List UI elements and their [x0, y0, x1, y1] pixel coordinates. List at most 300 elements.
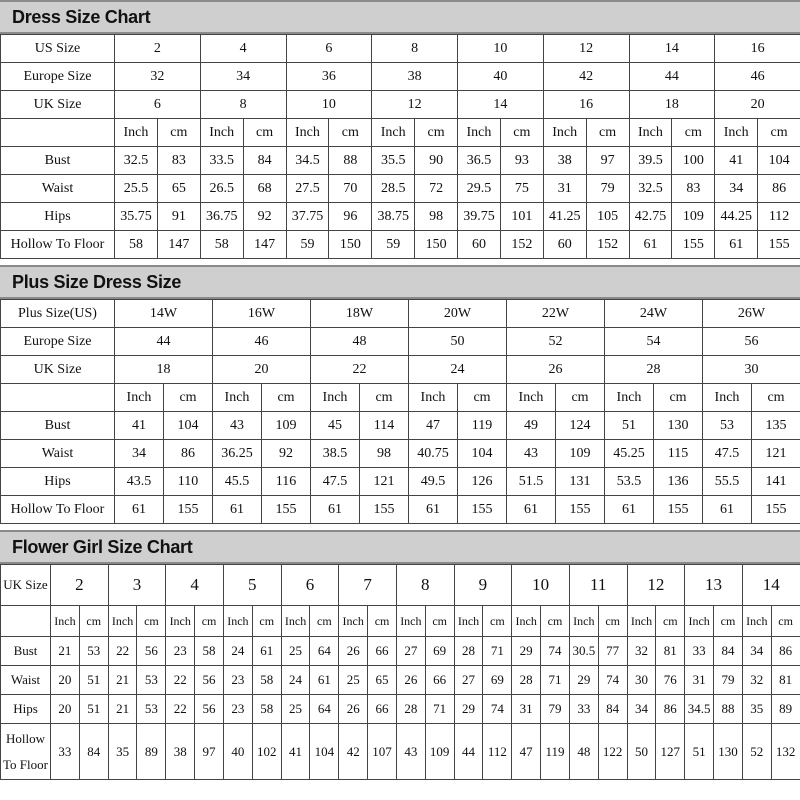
measure-value: 56 — [195, 666, 224, 695]
measure-value: 47 — [409, 412, 458, 440]
measure-value: 34.5 — [685, 695, 714, 724]
measure-value: 66 — [368, 637, 397, 666]
size-value: 44 — [629, 63, 715, 91]
table-row — [1, 231, 800, 259]
measure-value: 102 — [252, 724, 281, 780]
dress-size-table — [0, 34, 800, 259]
measure-value: 40.75 — [409, 440, 458, 468]
size-value: 14W — [115, 300, 213, 328]
unit-inch: Inch — [507, 384, 556, 412]
measure-value: 84 — [243, 147, 286, 175]
unit-cm: cm — [310, 606, 339, 637]
table-row — [1, 496, 800, 524]
size-value: 18W — [311, 300, 409, 328]
unit-inch: Inch — [51, 606, 80, 637]
measure-value: 45.5 — [213, 468, 262, 496]
unit-inch: Inch — [286, 119, 329, 147]
measure-value: 25.5 — [115, 175, 158, 203]
measure-value: 44.25 — [715, 203, 758, 231]
unit-inch: Inch — [166, 606, 195, 637]
unit-cm: cm — [556, 384, 605, 412]
size-value: 16 — [543, 91, 629, 119]
size-row-label: UK Size — [1, 91, 115, 119]
unit-cm: cm — [483, 606, 512, 637]
measure-value: 84 — [79, 724, 108, 780]
measure-value: 141 — [752, 468, 800, 496]
measure-value: 28 — [396, 695, 425, 724]
measure-value: 81 — [656, 637, 685, 666]
size-value: 26 — [507, 356, 605, 384]
unit-inch: Inch — [213, 384, 262, 412]
unit-cm: cm — [79, 606, 108, 637]
measure-label: Hollow To Floor — [1, 724, 51, 780]
size-value: 18 — [629, 91, 715, 119]
measure-value: 69 — [425, 637, 454, 666]
measure-value: 86 — [164, 440, 213, 468]
size-value: 42 — [543, 63, 629, 91]
measure-value: 56 — [195, 695, 224, 724]
unit-cm: cm — [586, 119, 629, 147]
size-row — [1, 35, 800, 63]
measure-value: 33.5 — [200, 147, 243, 175]
measure-value: 64 — [310, 695, 339, 724]
measure-value: 109 — [672, 203, 715, 231]
unit-row — [1, 606, 800, 637]
unit-cm: cm — [541, 606, 570, 637]
measure-value: 39.75 — [458, 203, 501, 231]
unit-cm: cm — [500, 119, 543, 147]
measure-value: 58 — [195, 637, 224, 666]
measure-value: 38.5 — [311, 440, 360, 468]
measure-value: 61 — [252, 637, 281, 666]
measure-value: 26 — [339, 637, 368, 666]
unit-inch: Inch — [311, 384, 360, 412]
measure-value: 98 — [360, 440, 409, 468]
measure-value: 24 — [281, 666, 310, 695]
unit-inch: Inch — [108, 606, 137, 637]
measure-value: 31 — [512, 695, 541, 724]
measure-value: 61 — [715, 231, 758, 259]
measure-value: 104 — [164, 412, 213, 440]
measure-value: 114 — [360, 412, 409, 440]
measure-value: 155 — [758, 231, 800, 259]
measure-value: 34 — [115, 440, 164, 468]
unit-inch: Inch — [627, 606, 656, 637]
measure-value: 38 — [543, 147, 586, 175]
measure-value: 132 — [771, 724, 800, 780]
measure-value: 23 — [166, 637, 195, 666]
size-value: 56 — [703, 328, 800, 356]
measure-value: 22 — [166, 695, 195, 724]
measure-value: 116 — [262, 468, 311, 496]
size-row-label: Plus Size(US) — [1, 300, 115, 328]
unit-inch: Inch — [409, 384, 458, 412]
unit-cm: cm — [157, 119, 200, 147]
plus-size-table — [0, 299, 800, 524]
unit-inch: Inch — [569, 606, 598, 637]
unit-cm: cm — [654, 384, 703, 412]
size-value: 26W — [703, 300, 800, 328]
measure-value: 30.5 — [569, 637, 598, 666]
size-value: 32 — [115, 63, 201, 91]
measure-value: 29 — [569, 666, 598, 695]
size-value: 14 — [742, 565, 800, 606]
measure-value: 61 — [605, 496, 654, 524]
measure-value: 127 — [656, 724, 685, 780]
unit-row-label — [1, 384, 115, 412]
size-value: 4 — [166, 565, 224, 606]
unit-row — [1, 384, 800, 412]
measure-value: 43 — [507, 440, 556, 468]
size-value: 22 — [311, 356, 409, 384]
measure-value: 47.5 — [703, 440, 752, 468]
measure-value: 53 — [703, 412, 752, 440]
size-value: 50 — [409, 328, 507, 356]
measure-value: 112 — [483, 724, 512, 780]
measure-value: 59 — [286, 231, 329, 259]
size-value: 13 — [685, 565, 743, 606]
measure-value: 34 — [742, 637, 771, 666]
measure-value: 36.75 — [200, 203, 243, 231]
measure-value: 34 — [627, 695, 656, 724]
table-row — [1, 203, 800, 231]
measure-value: 71 — [483, 637, 512, 666]
measure-value: 53 — [137, 666, 166, 695]
measure-value: 61 — [629, 231, 672, 259]
measure-value: 32.5 — [115, 147, 158, 175]
measure-value: 86 — [771, 637, 800, 666]
measure-value: 43 — [396, 724, 425, 780]
measure-value: 115 — [654, 440, 703, 468]
measure-value: 89 — [771, 695, 800, 724]
measure-value: 92 — [243, 203, 286, 231]
measure-value: 147 — [157, 231, 200, 259]
measure-value: 21 — [108, 666, 137, 695]
table-row — [1, 666, 800, 695]
measure-label: Waist — [1, 666, 51, 695]
unit-cm: cm — [164, 384, 213, 412]
measure-value: 79 — [586, 175, 629, 203]
unit-inch: Inch — [605, 384, 654, 412]
measure-value: 38 — [166, 724, 195, 780]
unit-cm: cm — [368, 606, 397, 637]
unit-cm: cm — [656, 606, 685, 637]
size-value: 52 — [507, 328, 605, 356]
size-value: 44 — [115, 328, 213, 356]
unit-inch: Inch — [281, 606, 310, 637]
measure-value: 91 — [157, 203, 200, 231]
measure-value: 39.5 — [629, 147, 672, 175]
measure-value: 122 — [598, 724, 627, 780]
measure-value: 36.25 — [213, 440, 262, 468]
measure-value: 24 — [223, 637, 252, 666]
unit-inch: Inch — [115, 384, 164, 412]
size-value: 14 — [458, 91, 544, 119]
unit-inch: Inch — [339, 606, 368, 637]
unit-inch: Inch — [715, 119, 758, 147]
table-row — [1, 724, 800, 780]
size-row — [1, 91, 800, 119]
measure-value: 93 — [500, 147, 543, 175]
size-value: 20W — [409, 300, 507, 328]
measure-value: 150 — [329, 231, 372, 259]
measure-value: 61 — [115, 496, 164, 524]
measure-label: Hips — [1, 203, 115, 231]
measure-value: 32.5 — [629, 175, 672, 203]
table-row — [1, 468, 800, 496]
measure-value: 58 — [252, 666, 281, 695]
measure-value: 84 — [598, 695, 627, 724]
measure-value: 79 — [541, 695, 570, 724]
unit-inch: Inch — [629, 119, 672, 147]
measure-value: 49 — [507, 412, 556, 440]
measure-value: 65 — [368, 666, 397, 695]
size-value: 18 — [115, 356, 213, 384]
measure-value: 155 — [360, 496, 409, 524]
measure-value: 44 — [454, 724, 483, 780]
measure-value: 26.5 — [200, 175, 243, 203]
measure-value: 35 — [108, 724, 137, 780]
measure-value: 83 — [672, 175, 715, 203]
size-value: 12 — [627, 565, 685, 606]
size-value: 24W — [605, 300, 703, 328]
measure-value: 74 — [541, 637, 570, 666]
measure-value: 48 — [569, 724, 598, 780]
measure-value: 61 — [409, 496, 458, 524]
measure-value: 47 — [512, 724, 541, 780]
size-value: 10 — [458, 35, 544, 63]
measure-value: 58 — [115, 231, 158, 259]
measure-value: 42.75 — [629, 203, 672, 231]
measure-value: 155 — [164, 496, 213, 524]
measure-value: 20 — [51, 666, 80, 695]
measure-value: 60 — [458, 231, 501, 259]
unit-cm: cm — [360, 384, 409, 412]
size-row — [1, 356, 800, 384]
measure-value: 155 — [654, 496, 703, 524]
measure-value: 53 — [79, 637, 108, 666]
measure-value: 90 — [415, 147, 458, 175]
size-value: 16 — [715, 35, 800, 63]
unit-inch: Inch — [543, 119, 586, 147]
size-value: 10 — [286, 91, 372, 119]
table-row — [1, 637, 800, 666]
measure-value: 51 — [79, 695, 108, 724]
measure-value: 101 — [500, 203, 543, 231]
size-row — [1, 300, 800, 328]
measure-value: 104 — [758, 147, 800, 175]
measure-value: 26 — [339, 695, 368, 724]
unit-cm: cm — [758, 119, 800, 147]
measure-value: 105 — [586, 203, 629, 231]
size-value: 46 — [213, 328, 311, 356]
measure-label: Hollow To Floor — [1, 496, 115, 524]
measure-value: 71 — [541, 666, 570, 695]
measure-value: 98 — [415, 203, 458, 231]
unit-cm: cm — [195, 606, 224, 637]
measure-value: 155 — [672, 231, 715, 259]
size-value: 8 — [396, 565, 454, 606]
measure-value: 34 — [715, 175, 758, 203]
measure-value: 33 — [51, 724, 80, 780]
measure-value: 22 — [108, 637, 137, 666]
unit-cm: cm — [672, 119, 715, 147]
measure-value: 47.5 — [311, 468, 360, 496]
dress-chart-title: Dress Size Chart — [0, 0, 800, 34]
measure-value: 32 — [742, 666, 771, 695]
unit-inch: Inch — [458, 119, 501, 147]
measure-value: 147 — [243, 231, 286, 259]
size-value: 2 — [115, 35, 201, 63]
measure-value: 30 — [627, 666, 656, 695]
measure-value: 119 — [458, 412, 507, 440]
measure-value: 74 — [483, 695, 512, 724]
measure-value: 96 — [329, 203, 372, 231]
measure-value: 28 — [512, 666, 541, 695]
measure-value: 37.75 — [286, 203, 329, 231]
measure-value: 88 — [714, 695, 743, 724]
measure-value: 25 — [281, 695, 310, 724]
size-value: 6 — [281, 565, 339, 606]
measure-label: Bust — [1, 147, 115, 175]
size-value: 22W — [507, 300, 605, 328]
size-value: 38 — [372, 63, 458, 91]
measure-value: 33 — [685, 637, 714, 666]
measure-value: 35 — [742, 695, 771, 724]
size-value: 16W — [213, 300, 311, 328]
measure-value: 51 — [605, 412, 654, 440]
measure-value: 64 — [310, 637, 339, 666]
measure-value: 92 — [262, 440, 311, 468]
measure-value: 86 — [758, 175, 800, 203]
unit-cm: cm — [137, 606, 166, 637]
measure-value: 126 — [458, 468, 507, 496]
unit-cm: cm — [458, 384, 507, 412]
measure-value: 28.5 — [372, 175, 415, 203]
unit-row — [1, 119, 800, 147]
measure-value: 28 — [454, 637, 483, 666]
size-value: 6 — [115, 91, 201, 119]
measure-value: 52 — [742, 724, 771, 780]
measure-value: 25 — [339, 666, 368, 695]
measure-value: 36.5 — [458, 147, 501, 175]
measure-value: 109 — [556, 440, 605, 468]
measure-value: 72 — [415, 175, 458, 203]
size-value: 12 — [372, 91, 458, 119]
measure-value: 33 — [569, 695, 598, 724]
unit-cm: cm — [425, 606, 454, 637]
unit-cm: cm — [262, 384, 311, 412]
unit-inch: Inch — [200, 119, 243, 147]
measure-value: 119 — [541, 724, 570, 780]
measure-value: 130 — [714, 724, 743, 780]
flower-girl-size-table — [0, 564, 800, 780]
measure-value: 104 — [310, 724, 339, 780]
measure-value: 89 — [137, 724, 166, 780]
unit-inch: Inch — [223, 606, 252, 637]
measure-value: 61 — [311, 496, 360, 524]
measure-label: Waist — [1, 175, 115, 203]
measure-value: 45.25 — [605, 440, 654, 468]
measure-value: 124 — [556, 412, 605, 440]
measure-value: 42 — [339, 724, 368, 780]
table-row — [1, 175, 800, 203]
measure-value: 65 — [157, 175, 200, 203]
size-value: 12 — [543, 35, 629, 63]
measure-value: 135 — [752, 412, 800, 440]
unit-inch: Inch — [115, 119, 158, 147]
measure-value: 121 — [360, 468, 409, 496]
unit-cm: cm — [714, 606, 743, 637]
measure-label: Hips — [1, 468, 115, 496]
size-value: 24 — [409, 356, 507, 384]
measure-value: 74 — [598, 666, 627, 695]
measure-value: 152 — [586, 231, 629, 259]
measure-value: 110 — [164, 468, 213, 496]
measure-value: 59 — [372, 231, 415, 259]
measure-value: 155 — [262, 496, 311, 524]
measure-value: 97 — [195, 724, 224, 780]
measure-value: 27.5 — [286, 175, 329, 203]
measure-value: 150 — [415, 231, 458, 259]
size-row-label: UK Size — [1, 565, 51, 606]
measure-value: 109 — [262, 412, 311, 440]
unit-cm: cm — [415, 119, 458, 147]
table-row — [1, 147, 800, 175]
size-value: 48 — [311, 328, 409, 356]
flower-chart-title: Flower Girl Size Chart — [0, 530, 800, 564]
measure-value: 50 — [627, 724, 656, 780]
measure-value: 21 — [108, 695, 137, 724]
measure-value: 84 — [714, 637, 743, 666]
measure-value: 104 — [458, 440, 507, 468]
measure-value: 86 — [656, 695, 685, 724]
measure-label: Hips — [1, 695, 51, 724]
size-value: 46 — [715, 63, 800, 91]
measure-label: Waist — [1, 440, 115, 468]
measure-value: 45 — [311, 412, 360, 440]
measure-value: 55.5 — [703, 468, 752, 496]
measure-value: 43 — [213, 412, 262, 440]
measure-value: 155 — [752, 496, 800, 524]
size-row-label: UK Size — [1, 356, 115, 384]
measure-value: 51 — [79, 666, 108, 695]
size-value: 54 — [605, 328, 703, 356]
table-row — [1, 412, 800, 440]
size-value: 5 — [223, 565, 281, 606]
measure-value: 31 — [685, 666, 714, 695]
measure-value: 29.5 — [458, 175, 501, 203]
measure-value: 58 — [252, 695, 281, 724]
measure-value: 27 — [454, 666, 483, 695]
size-value: 28 — [605, 356, 703, 384]
measure-value: 77 — [598, 637, 627, 666]
measure-value: 70 — [329, 175, 372, 203]
measure-value: 51 — [685, 724, 714, 780]
measure-value: 29 — [512, 637, 541, 666]
measure-value: 23 — [223, 695, 252, 724]
size-value: 20 — [715, 91, 800, 119]
measure-value: 155 — [556, 496, 605, 524]
size-value: 40 — [458, 63, 544, 91]
measure-value: 41 — [115, 412, 164, 440]
measure-value: 61 — [213, 496, 262, 524]
measure-value: 79 — [714, 666, 743, 695]
unit-cm: cm — [598, 606, 627, 637]
measure-value: 83 — [157, 147, 200, 175]
measure-value: 32 — [627, 637, 656, 666]
measure-value: 100 — [672, 147, 715, 175]
